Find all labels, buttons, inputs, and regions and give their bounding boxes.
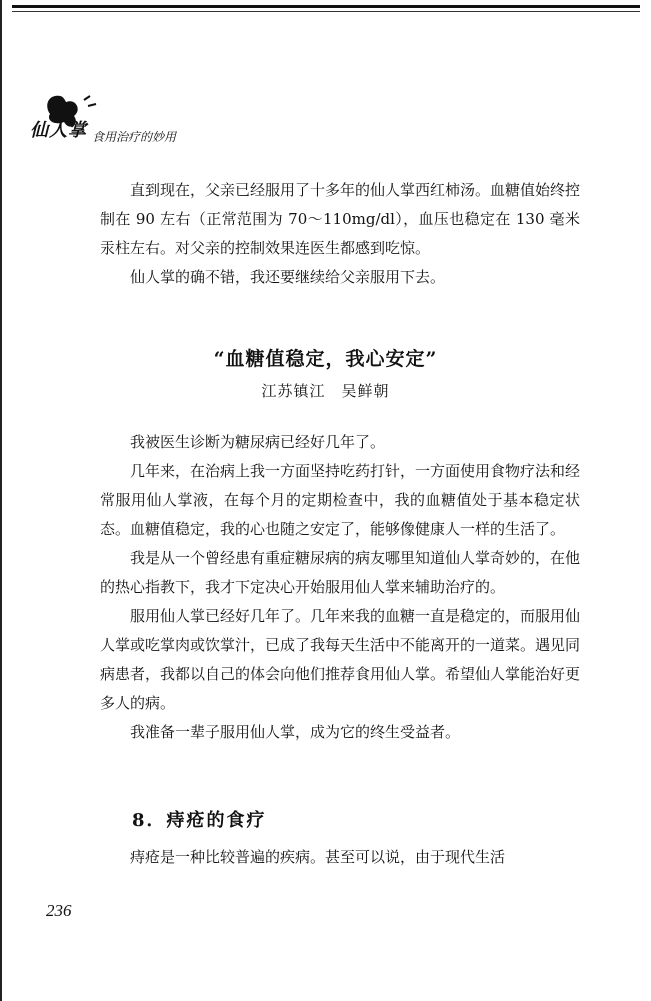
paragraph: 直到现在，父亲已经服用了十多年的仙人掌西红柿汤。血糖值始终控制在 90 左右（正常范围为 70～110mg/dl），血压也稳定在 130 毫米汞柱左右。对父亲的控制效果连医生都感到吃惊。 [100, 181, 581, 257]
article-title: “血糖值稳定，我心安定” [213, 348, 438, 370]
header-logo [20, 92, 210, 156]
intro-text [100, 176, 580, 292]
paragraph: 我准备一辈子服用仙人掌，成为它的终生受益者。 [130, 723, 461, 741]
article-byline: 江苏镇江 吴鲜朝 [261, 382, 390, 400]
logo-subtitle: 食用治疗的妙用 [92, 130, 177, 144]
paragraph: 痔疮是一种比较普遍的疾病。甚至可以说，由于现代生活 [130, 848, 506, 866]
paragraph: 我是从一个曾经患有重症糖尿病的病友哪里知道仙人掌奇妙的，在他的热心指教下，我才下定决心开始服用仙人掌来辅助治疗的。 [100, 549, 581, 596]
paragraph: 几年来，在治病上我一方面坚持吃药打针，一方面使用食物疗法和经常服用仙人掌液，在每个月的定期检查中，我的血糖值处于基本稳定状态。血糖值稳定，我的心也随之安定了，能够像健康人一样的生活了。 [100, 462, 581, 538]
section-body [100, 843, 580, 872]
paragraph: 仙人掌的确不错，我还要继续给父亲服用下去。 [130, 268, 446, 286]
paragraph: 服用仙人掌已经好几年了。几年来我的血糖一直是稳定的，而服用仙人掌或吃掌肉或饮掌汁，已成了我每天生活中不能离开的一道菜。遇见同病患者，我都以自己的体会向他们推荐食用仙人掌。希望仙人掌能治好更多人的病。 [100, 607, 581, 712]
top-rule-thin [12, 11, 640, 12]
top-rule [12, 5, 640, 8]
article-body [100, 428, 580, 747]
page-number: 236 [46, 901, 72, 920]
paragraph: 我被医生诊断为糖尿病已经好几年了。 [130, 433, 386, 451]
page-left-edge [0, 0, 2, 1001]
section-heading: 8．痔疮的食疗 [132, 810, 267, 831]
logo-title: 仙人掌 [30, 120, 87, 141]
